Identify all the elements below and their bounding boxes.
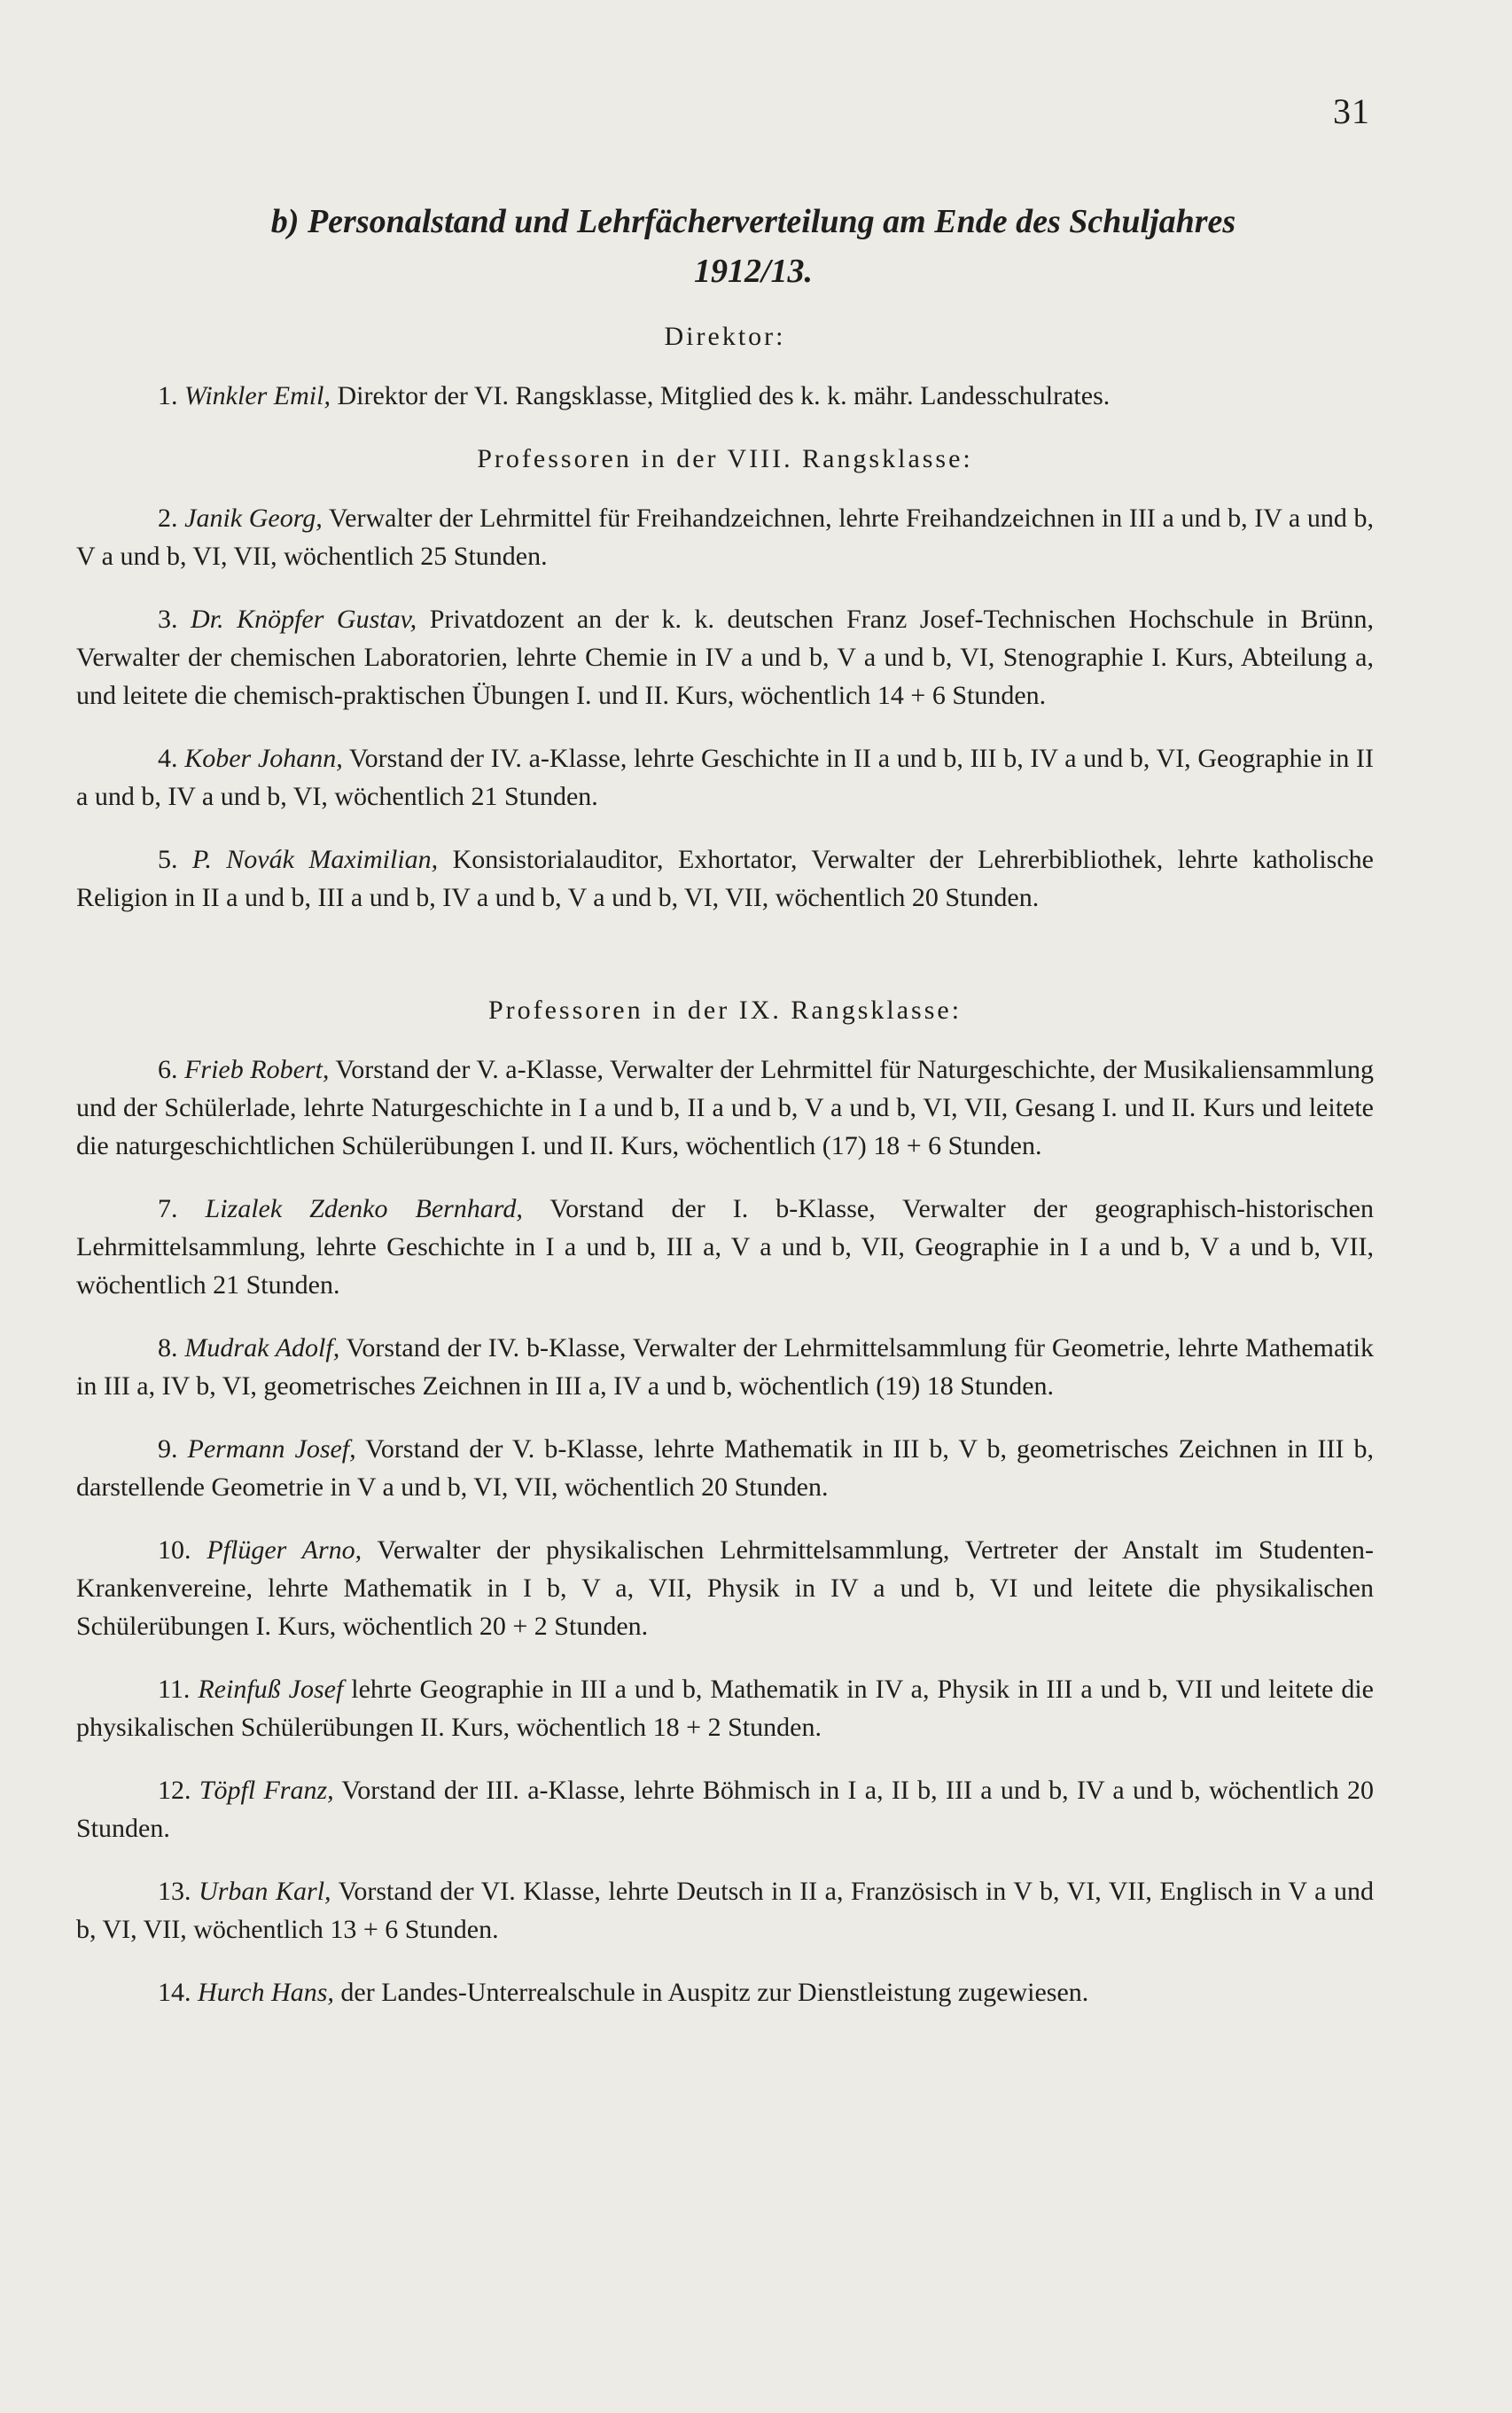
page-number: 31 xyxy=(1333,91,1370,131)
entry-text: Privatdozent an der k. k. deutschen Franz Josef-Technischen Hochschule in Brünn, Verwalter der chemischen Laboratorien, lehrte Chemie in IV a und b, V a und b, VI, Stenographie I. Kurs, Abteilung a, und leitete die chemisch-praktischen Übungen I. und II. Kurs, wöchentlich 14 + 6 Stunden. xyxy=(76,605,1374,710)
entry-text: Konsistorialauditor, Exhortator, Verwalter der Lehrerbibliothek, lehrte katholische Religion in II a und b, III a und b, IV a und b, V a und b, VI, VII, wöchentlich 20 Stunden. xyxy=(76,845,1374,912)
entry-text: lehrte Geographie in III a und b, Mathematik in IV a, Physik in III a und b, VII und leitete die physikalischen Schülerübungen II. Kurs, wöchentlich 18 + 2 Stunden. xyxy=(76,1675,1374,1742)
entry-number: 6. xyxy=(158,1055,178,1084)
section-title-line-2: 1912/13. xyxy=(693,253,814,290)
entry-number: 14. xyxy=(158,1978,191,2007)
entry-number: 11. xyxy=(158,1675,191,1704)
entry-number: 5. xyxy=(158,845,178,874)
entry-text: Direktor der VI. Rangsklasse, Mitglied des k. k. mähr. Landesschulrates. xyxy=(330,381,1111,410)
staff-name: P. Novák Maximilian, xyxy=(191,845,439,874)
staff-entry xyxy=(76,1771,1374,1847)
entry-number: 3. xyxy=(158,605,178,634)
staff-name: Dr. Knöpfer Gustav, xyxy=(191,605,417,634)
staff-entry xyxy=(76,600,1374,715)
entry-text: Vorstand der IV. a-Klasse, lehrte Geschichte in II a und b, III b, IV a und b, VI, Geographie in II a und b, IV a und b, VI, wöchentlich 21 Stunden. xyxy=(76,744,1374,811)
staff-entry xyxy=(76,1670,1374,1746)
staff-name: Winkler Emil, xyxy=(184,381,331,410)
heading-professors-viii: Professoren in der VIII. Rangsklasse: xyxy=(477,444,973,473)
staff-name: Lizalek Zdenko Bernhard, xyxy=(205,1194,523,1223)
staff-entry xyxy=(76,1050,1374,1165)
entry-number: 12. xyxy=(158,1776,191,1805)
staff-entry xyxy=(76,1872,1374,1948)
staff-name: Hurch Hans, xyxy=(198,1978,334,2007)
entry-text: Vorstand der V. b-Klasse, lehrte Mathematik in III b, V b, geometrisches Zeichnen in III b, darstellende Geometrie in V a und b, VI, VII, wöchentlich 20 Stunden. xyxy=(76,1434,1375,1502)
heading-professors-ix: Professoren in der IX. Rangsklasse: xyxy=(487,996,963,1025)
staff-name: Mudrak Adolf, xyxy=(184,1333,340,1363)
staff-name: Permann Josef, xyxy=(187,1434,356,1464)
staff-entry xyxy=(76,1329,1374,1405)
entry-number: 9. xyxy=(158,1434,178,1464)
staff-entry xyxy=(76,840,1374,917)
staff-entry xyxy=(76,1973,1374,2011)
entry-number: 1. xyxy=(158,381,178,410)
entry-text: Vorstand der VI. Klasse, lehrte Deutsch in II a, Französisch in V b, VI, VII, Englisch in V a und b, VI, VII, wöchentlich 13 + 6 Stunden. xyxy=(76,1877,1375,1944)
staff-name: Pflüger Arno, xyxy=(207,1535,362,1565)
staff-list xyxy=(76,317,1374,2036)
staff-entry xyxy=(76,1190,1374,1304)
staff-name: Frieb Robert, xyxy=(184,1055,330,1084)
staff-name: Kober Johann, xyxy=(184,744,343,773)
entry-text: Vorstand der I. b-Klasse, Verwalter der geographisch-historischen Lehrmittelsammlung, lehrte Geschichte in I a und b, III a, V a und b, VII, Geographie in I a und b, V a und b, VII, wöchentlich 21 Stunden. xyxy=(76,1194,1375,1300)
entry-text: Verwalter der Lehrmittel für Freihandzeichnen, lehrte Freihandzeichnen in III a und b, IV a und b, V a und b, VI, VII, wöchentlich 25 Stunden. xyxy=(76,504,1374,571)
staff-entry xyxy=(76,499,1374,575)
entry-number: 8. xyxy=(158,1333,178,1363)
entry-number: 7. xyxy=(158,1194,178,1223)
entry-text: Vorstand der III. a-Klasse, lehrte Böhmisch in I a, II b, III a und b, IV a und b, wöchentlich 20 Stunden. xyxy=(76,1776,1375,1843)
entry-text: Vorstand der IV. b-Klasse, Verwalter der Lehrmittelsammlung für Geometrie, lehrte Mathematik in III a, IV b, VI, geometrisches Zeichnen in III a, IV a und b, wöchentlich (19) 18 Stunden. xyxy=(76,1333,1375,1401)
section-title xyxy=(89,197,1418,296)
entry-number: 2. xyxy=(158,504,178,533)
staff-name: Reinfuß Josef xyxy=(198,1675,344,1704)
staff-name: Urban Karl, xyxy=(199,1877,331,1906)
staff-entry xyxy=(76,1430,1374,1506)
heading-director: Direktor: xyxy=(664,322,786,351)
entry-text: der Landes-Unterrealschule in Auspitz zur Dienstleistung zugewiesen. xyxy=(333,1978,1089,2007)
entry-number: 10. xyxy=(158,1535,191,1565)
entry-text: Verwalter der physikalischen Lehrmittelsammlung, Vertreter der Anstalt im Studenten-Krankenvereine, lehrte Mathematik in I b, V a, VII, Physik in IV a und b, VI und leitete die physikalischen Schülerübungen I. Kurs, wöchentlich 20 + 2 Stunden. xyxy=(76,1535,1375,1641)
entry-text: Vorstand der V. a-Klasse, Verwalter der Lehrmittel für Naturgeschichte, der Musikaliensammlung und der Schülerlade, lehrte Naturgeschichte in I a und b, II a und b, V a und b, VI, VII, Gesang I. und II. Kurs und leitete die naturgeschichtlichen Schülerübungen I. und II. Kurs, wöchentlich (17) 18 + 6 Stunden. xyxy=(76,1055,1375,1160)
staff-entry xyxy=(76,739,1374,816)
staff-entry xyxy=(76,1531,1374,1645)
section-title-line-1: b) Personalstand und Lehrfächerverteilung am Ende des Schuljahres xyxy=(270,203,1236,240)
entry-number: 4. xyxy=(158,744,178,773)
staff-name: Töpfl Franz, xyxy=(199,1776,334,1805)
entry-number: 13. xyxy=(158,1877,191,1906)
staff-name: Janik Georg, xyxy=(184,504,323,533)
staff-entry xyxy=(76,377,1374,415)
